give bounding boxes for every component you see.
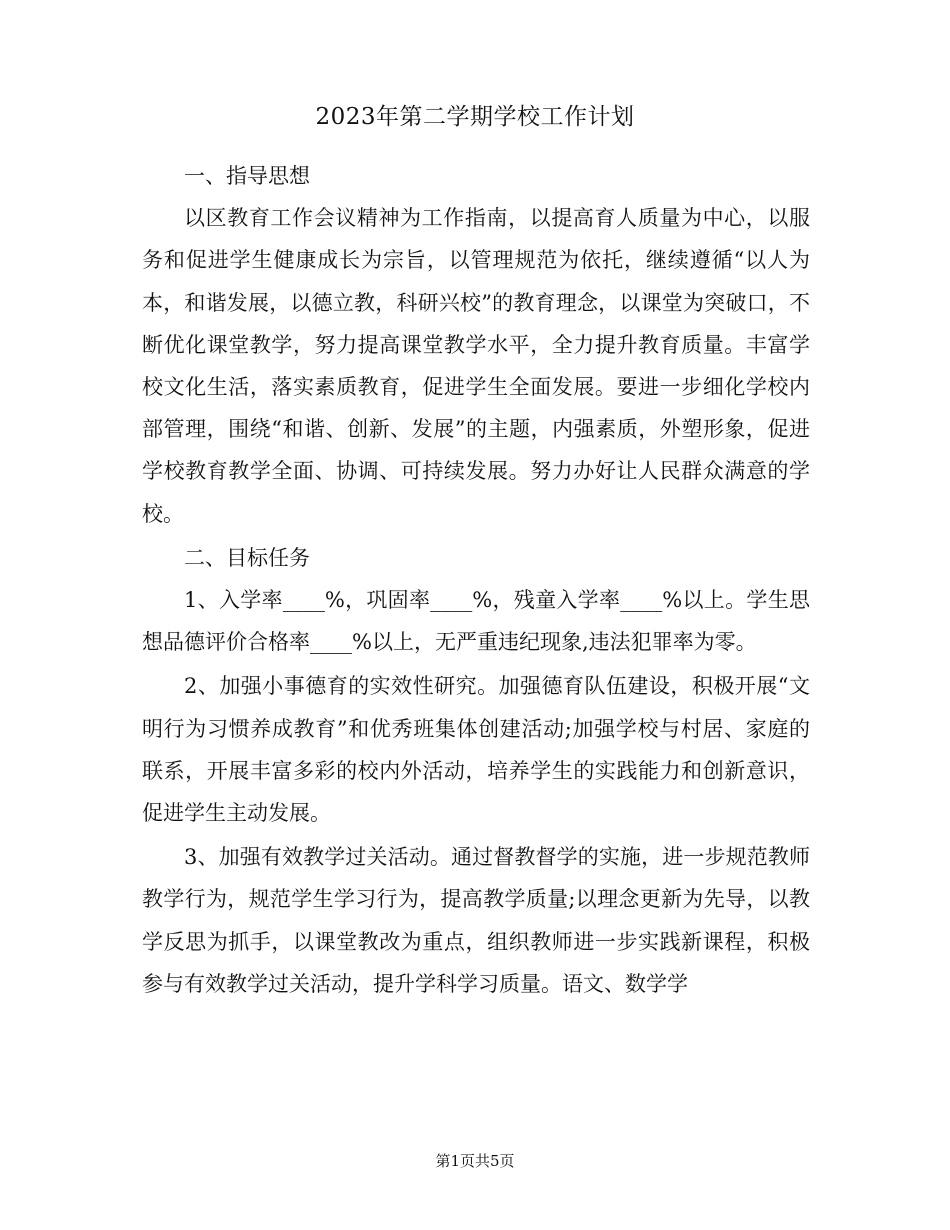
list-item-3: 3、加强有效教学过关活动。通过督教督学的实施，进一步规范教师教学行为，规范学生学习行为，提高教学质量;以理念更新为先导，以教学反思为抓手，以课堂教改为重点，组织教师进一步实践新课程，积极参与有效教学过关活动，提升学科学习质量。语文、数学学 (142, 845, 810, 996)
section-heading-target: 二、目标任务 (184, 545, 310, 570)
list-item-1: 1、入学率____%，巩固率____%，残童入学率____%以上。学生思想品德评价合格率____%以上，无严重违纪现象,违法犯罪率为零。 (142, 588, 810, 655)
list-item-2: 2、加强小事德育的实效性研究。加强德育队伍建设，积极开展“文明行为习惯养成教育”和优秀班集体创建活动;加强学校与村居、家庭的联系，开展丰富多彩的校内外活动，培养学生的实践能力和创新意识，促进学生主动发展。 (142, 674, 810, 826)
document-title: 2023年第二学期学校工作计划 (315, 104, 635, 130)
paragraph-guide: 以区教育工作会议精神为工作指南，以提高育人质量为中心，以服务和促进学生健康成长为宗旨，以管理规范为依托，继续遵循“以人为本，和谐发展，以德立教，科研兴校”的教育理念，以课堂为突破口，不断优化课堂教学，努力提高课堂教学水平，全力提升教育质量。丰富学校文化生活，落实素质教育，促进学生全面发展。要进一步细化学校内部管理，围绕“和谐、创新、发展”的主题，内强素质，外塑形象，促进学校教育教学全面、协调、可持续发展。努力办好让人民群众满意的学校。 (142, 206, 810, 526)
section-heading-guide: 一、指导思想 (184, 164, 310, 188)
document-body (142, 155, 810, 1007)
page-number: 第1页共5页 (435, 1152, 515, 1170)
